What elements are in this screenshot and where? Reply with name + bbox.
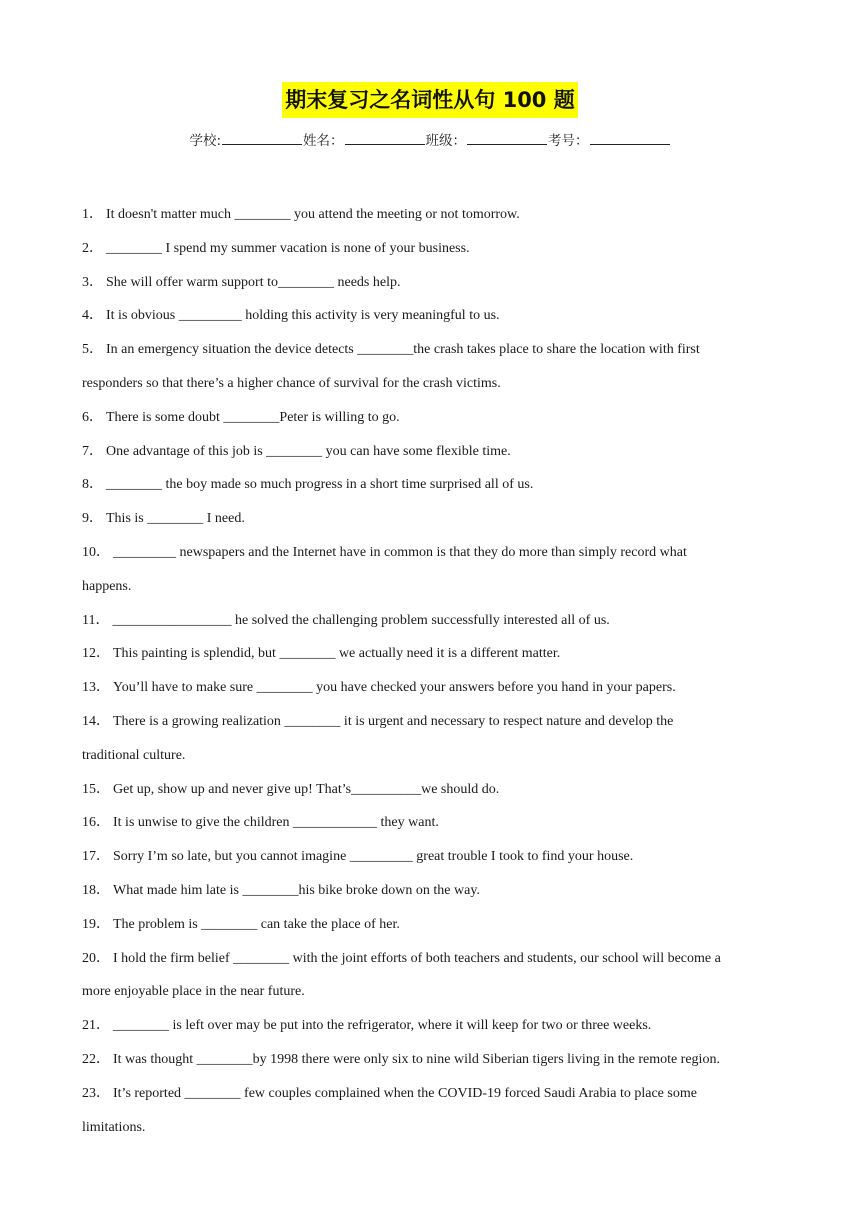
question-17 (82, 840, 782, 874)
question-number: 15． (82, 781, 110, 797)
question-20-continuation: more enjoyable place in the near future. (82, 984, 305, 1000)
question-text: Sorry I’m so late, but you cannot imagine _________ great trouble I took to find your house. (113, 849, 634, 865)
school-label: 学校: (189, 133, 222, 149)
question-text: _________________ he solved the challenging problem successfully interested all of us. (112, 612, 610, 628)
question-number: 21． (82, 1018, 110, 1034)
name-label: 姓名： (303, 133, 344, 149)
question-number: 8． (82, 477, 103, 493)
question-number: 9． (82, 511, 103, 527)
class-blank[interactable] (467, 132, 547, 145)
page-title: 期末复习之名词性从句 100 题 (282, 82, 577, 118)
question-23 (82, 1077, 782, 1111)
question-text: This is ________ I need. (106, 511, 245, 527)
question-text: It is unwise to give the children ____________ they want. (113, 815, 439, 831)
name-field (303, 129, 426, 149)
question-19 (82, 908, 782, 942)
question-12 (82, 637, 782, 671)
question-14-continuation: traditional culture. (82, 747, 186, 763)
question-6 (82, 401, 782, 435)
question-text: One advantage of this job is ________ you can have some flexible time. (106, 443, 511, 459)
question-11 (82, 604, 782, 638)
question-text: _________ newspapers and the Internet have in common is that they do more than simply record what (113, 544, 687, 560)
question-list (82, 198, 782, 1144)
school-blank[interactable] (222, 132, 302, 145)
question-10-continuation: happens. (82, 578, 132, 594)
question-number: 10． (82, 544, 110, 560)
question-number: 14． (82, 713, 110, 729)
question-text: I hold the firm belief ________ with the joint efforts of both teachers and students, our school will become a (113, 950, 721, 966)
question-13 (82, 671, 782, 705)
question-number: 11． (82, 612, 110, 628)
question-10 (82, 536, 782, 570)
question-9 (82, 502, 782, 536)
question-15 (82, 773, 782, 807)
question-number: 19． (82, 916, 110, 932)
question-number: 4． (82, 308, 103, 324)
student-info-line (0, 129, 860, 149)
question-2 (82, 232, 782, 266)
question-number: 12． (82, 646, 110, 662)
question-23-continuation: limitations. (82, 1119, 146, 1135)
question-text: The problem is ________ can take the place of her. (113, 916, 400, 932)
question-21 (82, 1009, 782, 1043)
question-text: In an emergency situation the device detects ________the crash takes place to share the location with first (106, 342, 700, 358)
name-blank[interactable] (345, 132, 425, 145)
question-text: ________ the boy made so much progress in a short time surprised all of us. (106, 477, 534, 493)
question-text: Get up, show up and never give up! That’s__________we should do. (113, 781, 500, 797)
question-text: It is obvious _________ holding this activity is very meaningful to us. (106, 308, 500, 324)
question-number: 18． (82, 882, 110, 898)
question-16 (82, 806, 782, 840)
question-number: 5． (82, 342, 103, 358)
question-text: It doesn't matter much ________ you attend the meeting or not tomorrow. (106, 207, 520, 222)
class-label: 班级： (425, 133, 467, 149)
question-20 (82, 942, 782, 976)
question-text: She will offer warm support to________ needs help. (106, 274, 401, 290)
question-text: There is some doubt ________Peter is willing to go. (106, 409, 400, 425)
question-7 (82, 435, 782, 469)
question-text: This painting is splendid, but ________ we actually need it is a different matter. (113, 646, 561, 662)
question-text: You’ll have to make sure ________ you have checked your answers before you hand in your papers. (113, 680, 676, 696)
question-22 (82, 1043, 782, 1077)
question-number: 22． (82, 1051, 110, 1067)
question-number: 1． (82, 207, 103, 222)
question-text: ________ I spend my summer vacation is none of your business. (106, 240, 470, 256)
question-text: ________ is left over may be put into the refrigerator, where it will keep for two or three weeks. (113, 1018, 652, 1034)
question-18 (82, 874, 782, 908)
question-5 (82, 333, 782, 367)
exam-number-blank[interactable] (590, 132, 670, 145)
exam-number-field (548, 129, 671, 149)
school-field (189, 129, 303, 149)
question-number: 17． (82, 849, 110, 865)
question-5-continuation: responders so that there’s a higher chance of survival for the crash victims. (82, 375, 501, 391)
question-number: 20． (82, 950, 110, 966)
question-number: 16． (82, 815, 110, 831)
class-field (426, 129, 549, 149)
question-number: 23． (82, 1085, 110, 1101)
question-number: 6． (82, 409, 103, 425)
question-1 (82, 198, 782, 232)
question-text: It was thought ________by 1998 there were only six to nine wild Siberian tigers living in the remote region. (113, 1051, 720, 1067)
question-number: 3． (82, 274, 103, 290)
question-14 (82, 705, 782, 739)
question-text: What made him late is ________his bike broke down on the way. (113, 882, 480, 898)
page-title-wrap (0, 82, 860, 118)
question-text: It’s reported ________ few couples complained when the COVID-19 forced Saudi Arabia to place some (113, 1085, 697, 1101)
question-number: 2． (82, 240, 103, 256)
exam-number-label: 考号： (548, 133, 589, 149)
question-number: 7． (82, 443, 103, 459)
question-text: There is a growing realization ________ it is urgent and necessary to respect nature and develop the (113, 713, 674, 729)
question-8 (82, 468, 782, 502)
question-number: 13． (82, 680, 110, 696)
question-4 (82, 299, 782, 333)
question-3 (82, 266, 782, 300)
